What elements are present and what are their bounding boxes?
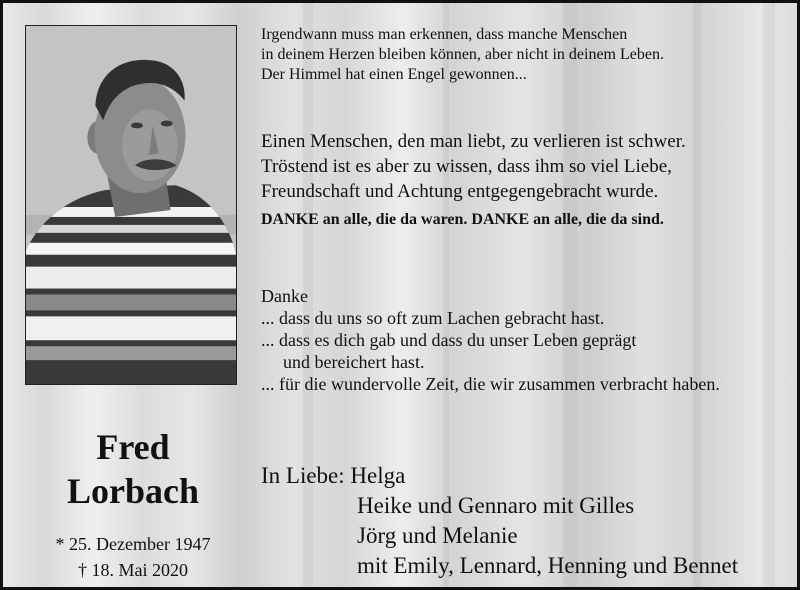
verse-line: Tröstend ist es aber zu wissen, dass ihm so viel Liebe, <box>261 156 672 177</box>
first-name: Fred <box>96 427 170 467</box>
poem-line: in deinem Herzen bleiben können, aber nicht in deinem Leben. <box>261 46 664 63</box>
signature-name: Heike und Gennaro mit Gilles <box>357 493 635 518</box>
deceased-info <box>13 425 253 583</box>
portrait-photo <box>25 25 237 385</box>
death-date: † 18. Mai 2020 <box>78 560 188 580</box>
birth-date: * 25. Dezember 1947 <box>55 534 211 554</box>
danke-line: und bereichert hast. <box>283 352 425 372</box>
portrait-illustration <box>26 26 236 384</box>
poem-line: Der Himmel hat einen Engel gewonnen... <box>261 66 527 83</box>
signature-row <box>261 551 791 581</box>
verse <box>261 129 686 204</box>
signature-intro: In Liebe: Helga <box>261 463 406 488</box>
signature-name: Jörg und Melanie <box>357 523 518 548</box>
danke-list <box>261 285 720 395</box>
danke-line: ... dass es dich gab und dass du unser Leben geprägt <box>261 330 637 350</box>
last-name: Lorbach <box>66 471 199 511</box>
verse-line: Freundschaft und Achtung entgegengebracht wurde. <box>261 181 659 202</box>
signature-row <box>261 491 791 521</box>
poem-line: Irgendwann muss man erkennen, dass manche Menschen <box>261 26 628 43</box>
danke-line: ... für die wundervolle Zeit, die wir zusammen verbracht haben. <box>261 374 720 394</box>
thanks-statement: DANKE an alle, die da waren. DANKE an alle, die da sind. <box>261 211 664 228</box>
signature-row <box>261 521 791 551</box>
poem <box>261 25 664 85</box>
danke-heading: Danke <box>261 286 308 306</box>
signature-name: mit Emily, Lennard, Henning und Bennet <box>357 553 739 578</box>
danke-line: ... dass du uns so oft zum Lachen gebracht hast. <box>261 308 605 328</box>
signature <box>261 461 791 581</box>
verse-line: Einen Menschen, den man liebt, zu verlieren ist schwer. <box>261 131 686 152</box>
